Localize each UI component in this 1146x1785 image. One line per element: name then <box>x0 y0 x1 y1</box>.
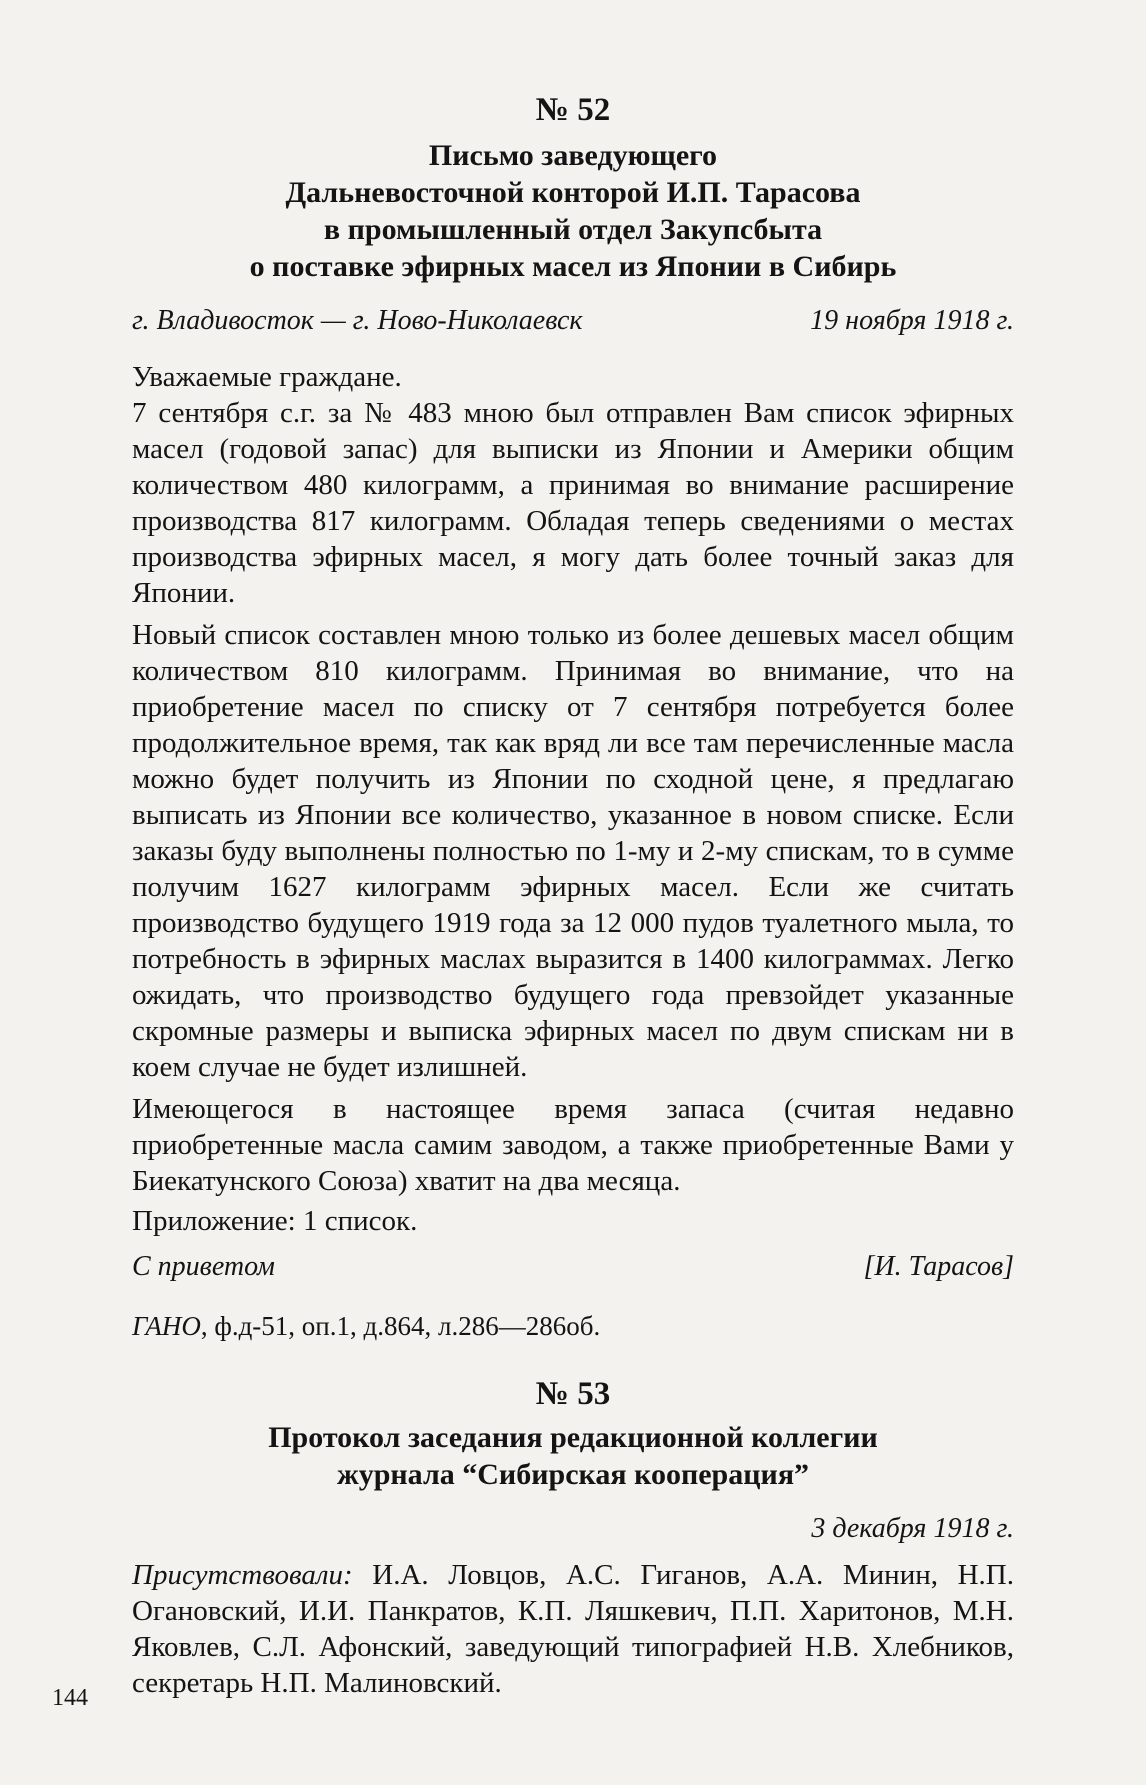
doc52-paragraph-3: Имеющегося в настоящее время запаса (считая недавно приобретенные масла самим заводом, а также приобретенные Вами у Биекатунского Союза) хватит на два месяца. <box>132 1093 1014 1197</box>
doc53-title-line-2: журнала “Сибирская кооперация” <box>336 1458 810 1491</box>
doc53-number: № 53 <box>535 1376 611 1412</box>
doc52-date: 19 ноября 1918 г. <box>810 305 1014 336</box>
doc53-present-text: И.А. Ловцов, А.С. Гиганов, А.А. Минин, Н.П. Огановский, И.И. Панкратов, К.П. Ляшкевич, П.П. Харитонов, М.Н. Яковлев, С.Л. Афонский, заведующий типографией Н.В. Хлебников, секретарь Н.П. Малиновский. <box>132 1559 1014 1699</box>
doc52-attachment: Приложение: 1 список. <box>132 1205 418 1237</box>
doc53-body <box>132 1557 1014 1701</box>
doc52-paragraph-1: 7 сентября с.г. за № 483 мною был отправлен Вам список эфирных масел (годовой запас) для выписки из Японии и Америки общим количеством 480 килограмм, а принимая во внимание расширение производства 817 килограмм. Обладая теперь сведениями о местах производства эфирных масел, я могу дать более точный заказ для Японии. <box>132 397 1014 609</box>
doc52-title-line-3: в промышленный отдел Закупсбыта <box>323 213 823 246</box>
doc52-title-line-4: о поставке эфирных масел из Японии в Сибирь <box>249 250 897 283</box>
doc52-source-archive: ГАНО <box>132 1311 201 1341</box>
doc53-date: 3 декабря 1918 г. <box>811 1513 1014 1544</box>
doc52-number: № 52 <box>535 92 611 128</box>
doc52-greeting: Уважаемые граждане. <box>132 361 402 393</box>
doc52-source <box>132 1311 1014 1342</box>
doc52-paragraph-2: Новый список составлен мною только из более дешевых масел общим количеством 810 килограмм. Принимая во внимание, что на приобретение масел по списку от 7 сентября потребуется более продолжительное время, так как вряд ли все там перечисленные масла можно будет получить из Японии по сходной цене, я предлагаю выписать из Японии все количество, указанное в новом списке. Если заказы буду выполнены полностью по 1-му и 2-му спискам, то в сумме получим 1627 килограмм эфирных масел. Если же считать производство будущего 1919 года за 12 000 пудов туалетного мыла, то потребность в эфирных маслах выразится в 1400 килограммах. Легко ожидать, что производство будущего года превзойдет указанные скромные размеры и выписка эфирных масел по двум спискам ни в коем случае не будет излишней. <box>132 619 1014 1083</box>
doc53-present <box>132 1557 1014 1701</box>
doc52-signature <box>132 1251 1014 1283</box>
doc52-closing: С приветом <box>132 1251 275 1282</box>
doc52-title <box>132 137 1014 285</box>
doc52-place-date <box>132 305 1014 337</box>
doc53-title-line-1: Протокол заседания редакционной коллегии <box>268 1421 878 1454</box>
doc52-signer: [И. Тарасов] <box>863 1251 1014 1282</box>
page-number: 144 <box>52 1685 88 1711</box>
doc52-body <box>132 359 1014 1239</box>
doc53-title <box>132 1419 1014 1493</box>
doc52-title-line-1: Письмо заведующего <box>428 139 718 172</box>
doc53-present-label: Присутствовали: <box>132 1559 353 1591</box>
doc52-title-line-2: Дальневосточной конторой И.П. Тарасова <box>285 176 861 209</box>
doc52-place: г. Владивосток — г. Ново-Николаевск <box>132 305 583 336</box>
doc52-source-rest: , ф.д-51, оп.1, д.864, л.286—286об. <box>200 1311 601 1341</box>
